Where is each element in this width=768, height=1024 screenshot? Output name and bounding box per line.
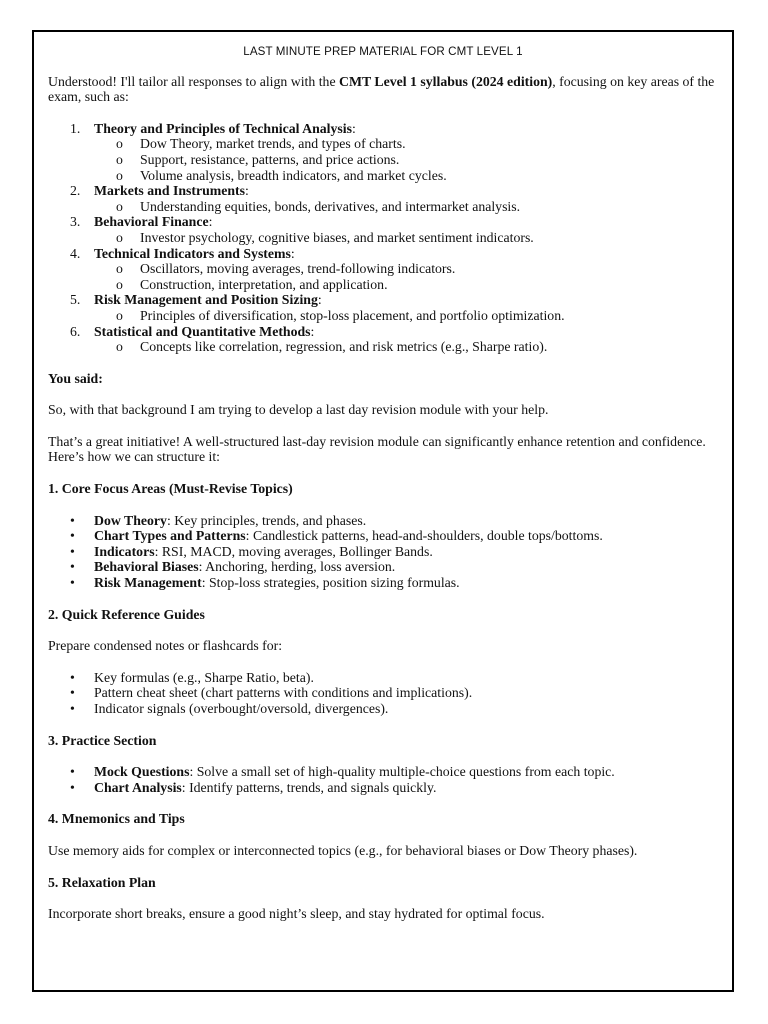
page-frame — [32, 30, 734, 992]
syllabus-item-title: Technical Indicators and Systems — [94, 245, 291, 261]
sub-bullet-icon: o — [116, 276, 123, 292]
syllabus-item — [48, 292, 718, 323]
sub-item-text: Investor psychology, cognitive biases, and market sentiment indicators. — [140, 229, 534, 245]
section-text: Use memory aids for complex or interconnected topics (e.g., for behavioral biases or Dow Theory phases). — [48, 842, 638, 858]
syllabus-item-title: Theory and Principles of Technical Analysis — [94, 120, 352, 136]
item-label: Behavioral Biases — [94, 559, 199, 575]
you-said-label: You said: — [48, 370, 103, 386]
bullet-icon: • — [70, 528, 75, 544]
sub-item-text: Concepts like correlation, regression, and risk metrics (e.g., Sharpe ratio). — [140, 339, 548, 355]
intro-text-post: , focusing on key areas of the exam, such as: — [48, 73, 715, 105]
core-focus-list — [48, 513, 718, 591]
item-text: : Key principles, trends, and phases. — [166, 512, 367, 528]
item-text: : Solve a small set of high-quality multiple-choice questions from each topic. — [189, 764, 615, 780]
list-item — [48, 764, 718, 780]
sub-bullet-icon: o — [116, 167, 123, 183]
sub-list — [94, 261, 718, 292]
colon: : — [351, 120, 356, 136]
sub-bullet-icon: o — [116, 229, 123, 245]
syllabus-item-title: Statistical and Quantitative Methods — [94, 323, 311, 339]
document-body — [48, 44, 718, 938]
syllabus-item — [48, 121, 718, 183]
item-number: 1. — [70, 120, 81, 136]
colon: : — [310, 323, 315, 339]
sub-item — [94, 339, 718, 355]
bullet-icon: • — [70, 575, 75, 591]
item-number: 6. — [70, 323, 81, 339]
item-number: 4. — [70, 245, 81, 261]
item-text: : Anchoring, herding, loss aversion. — [198, 559, 396, 575]
sub-item — [94, 277, 718, 293]
bullet-icon: • — [70, 559, 75, 575]
sub-item — [94, 152, 718, 168]
syllabus-item-title: Risk Management and Position Sizing — [94, 292, 318, 308]
sub-item — [94, 199, 718, 215]
item-text: : Candlestick patterns, head-and-shoulders, double tops/bottoms. — [245, 528, 603, 544]
item-text: Pattern cheat sheet (chart patterns with conditions and implications). — [94, 685, 473, 701]
item-label: Chart Analysis — [94, 779, 182, 795]
document-title: LAST MINUTE PREP MATERIAL FOR CMT LEVEL 1 — [243, 45, 523, 58]
section-text: Incorporate short breaks, ensure a good night’s sleep, and stay hydrated for optimal focus. — [48, 906, 545, 922]
sub-item-text: Support, resistance, patterns, and price actions. — [140, 151, 400, 167]
colon: : — [317, 292, 322, 308]
item-label: Mock Questions — [94, 764, 190, 780]
item-label: Dow Theory — [94, 512, 167, 528]
bullet-icon: • — [70, 512, 75, 528]
item-number: 5. — [70, 292, 81, 308]
sub-bullet-icon: o — [116, 151, 123, 167]
user-message: So, with that background I am trying to develop a last day revision module with your help. — [48, 402, 549, 418]
bullet-icon: • — [70, 779, 75, 795]
sub-item — [94, 308, 718, 324]
bullet-icon: • — [70, 685, 75, 701]
item-label: Indicators — [94, 543, 155, 559]
intro-paragraph — [48, 74, 718, 105]
list-item — [48, 575, 718, 591]
sub-item-text: Volume analysis, breadth indicators, and market cycles. — [140, 167, 447, 183]
list-item — [48, 670, 718, 686]
syllabus-item — [48, 246, 718, 293]
sub-list — [94, 136, 718, 183]
item-number: 3. — [70, 214, 81, 230]
bullet-icon: • — [70, 701, 75, 716]
bullet-icon: • — [70, 764, 75, 780]
intro-text-pre: Understood! I'll tailor all responses to align with the — [48, 73, 340, 89]
syllabus-item — [48, 183, 718, 214]
item-number: 2. — [70, 183, 81, 199]
item-label: Chart Types and Patterns — [94, 528, 246, 544]
list-item — [48, 701, 718, 717]
sub-bullet-icon: o — [116, 339, 123, 355]
item-text: Indicator signals (overbought/oversold, divergences). — [94, 701, 389, 716]
syllabus-item-title: Behavioral Finance — [94, 214, 209, 230]
sub-bullet-icon: o — [116, 198, 123, 214]
syllabus-item — [48, 324, 718, 355]
item-label: Risk Management — [94, 575, 202, 591]
sub-item — [94, 136, 718, 152]
item-text: : RSI, MACD, moving averages, Bollinger Bands. — [154, 543, 433, 559]
list-item — [48, 513, 718, 529]
sub-item-text: Oscillators, moving averages, trend-following indicators. — [140, 261, 456, 277]
sub-item — [94, 261, 718, 277]
list-item — [48, 528, 718, 544]
reply-intro: That’s a great initiative! A well-structured last-day revision module can significantly enhance retention and confidence. Here’s how we can structure it: — [48, 433, 706, 465]
sub-item-text: Principles of diversification, stop-loss placement, and portfolio optimization. — [140, 307, 565, 323]
section-heading: 4. Mnemonics and Tips — [48, 811, 185, 827]
sub-item — [94, 168, 718, 184]
sub-bullet-icon: o — [116, 136, 123, 152]
list-item — [48, 559, 718, 575]
list-item — [48, 780, 718, 796]
colon: : — [245, 183, 249, 199]
sub-list — [94, 199, 718, 215]
sub-list — [94, 308, 718, 324]
intro-text-bold: CMT Level 1 syllabus (2024 edition) — [339, 73, 553, 89]
list-item — [48, 685, 718, 701]
colon: : — [208, 214, 213, 230]
syllabus-list — [48, 121, 718, 355]
sub-list — [94, 339, 718, 355]
sub-item-text: Understanding equities, bonds, derivatives, and intermarket analysis. — [140, 198, 521, 214]
sub-item — [94, 230, 718, 246]
colon: : — [290, 245, 295, 261]
sub-item-text: Dow Theory, market trends, and types of charts. — [140, 136, 406, 152]
quick-reference-list — [48, 670, 718, 717]
item-text: Key formulas (e.g., Sharpe Ratio, beta). — [94, 669, 314, 685]
sub-bullet-icon: o — [116, 307, 123, 323]
syllabus-item-title: Markets and Instruments — [94, 183, 246, 199]
section-heading: 2. Quick Reference Guides — [48, 606, 205, 622]
sub-list — [94, 230, 718, 246]
bullet-icon: • — [70, 543, 75, 559]
section-heading: 1. Core Focus Areas (Must-Revise Topics) — [48, 481, 293, 497]
section-heading: 5. Relaxation Plan — [48, 874, 156, 890]
item-text: : Identify patterns, trends, and signals quickly. — [181, 779, 437, 795]
list-item — [48, 544, 718, 560]
item-text: : Stop-loss strategies, position sizing formulas. — [201, 575, 460, 591]
sub-bullet-icon: o — [116, 261, 123, 277]
practice-list — [48, 764, 718, 795]
section-heading: 3. Practice Section — [48, 732, 157, 748]
section-text: Prepare condensed notes or flashcards for: — [48, 638, 283, 654]
syllabus-item — [48, 214, 718, 245]
bullet-icon: • — [70, 669, 75, 685]
sub-item-text: Construction, interpretation, and application. — [140, 276, 388, 292]
